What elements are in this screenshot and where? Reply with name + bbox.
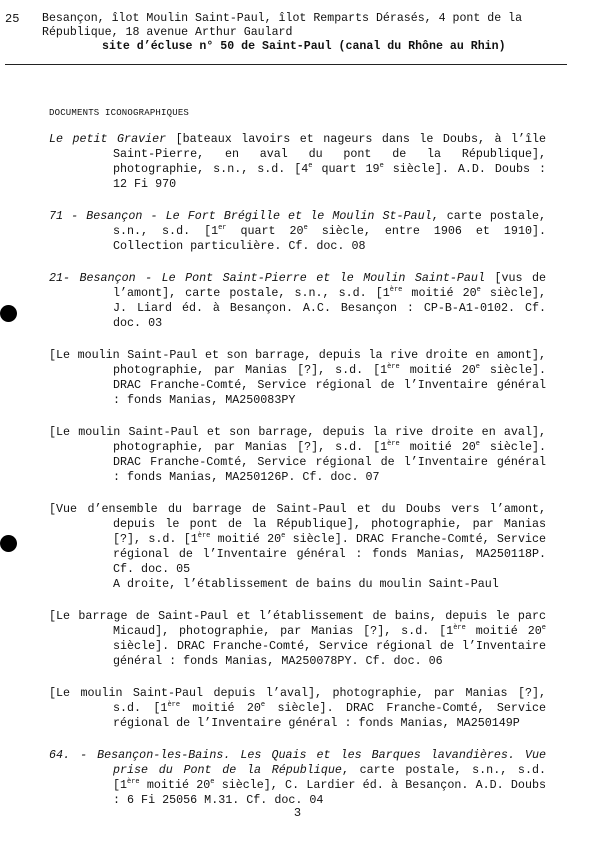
document-entry [49,348,546,408]
header-number: 25 [5,12,20,26]
entry-note: A droite, l’établissement de bains du moulin Saint-Paul [113,577,499,591]
document-entry [49,609,546,669]
entry-sup: ère [387,440,400,449]
margin-bullet [0,535,17,552]
entry-sup: e [303,224,308,233]
document-list [49,132,546,825]
entry-sup: e [476,286,481,295]
entry-text: , carte postale, s.n., s.d. [1 [113,209,547,238]
entry-text: [vus de l’amont], carte postale, s.n., s.d. [1 [113,271,547,300]
entry-sup: e [308,162,313,171]
entry-text: moitié 20 [399,440,476,454]
entry-sup: ère [453,624,466,633]
entry-sup: ère [389,286,403,295]
entry-sup: e [210,778,215,787]
entry-text: [bateaux lavoirs et nageurs dans le Doubs, à l’île Saint-Pierre, en aval du pont de la République], photographie, s.n., s.d. [4 [113,132,547,176]
entry-text: moitié 20 [139,778,211,792]
header-address-line1: Besançon, îlot Moulin Saint-Paul, îlot Remparts Dérasés, 4 pont de la [42,12,523,25]
entry-text: siècle]. DRAC Franche-Comté, Service régional de l’Inventaire général : fonds Manias, MA250083PY [113,363,547,407]
entry-text: [Le barrage de Saint-Paul et l’établissement de bains, depuis le parc Micaud], photographie, par Manias [?], s.d. [1 [49,609,546,638]
entry-text: siècle], J. Liard éd. à Besançon. A.C. Besançon : CP-B-A1-0102. Cf. doc. 03 [113,286,546,330]
entry-text: , carte postale, s.n., s.d. [1 [113,763,546,792]
entry-text: siècle]. DRAC Franche-Comté, Service régional de l’Inventaire général : fonds Manias, MA250149P [113,701,546,730]
header-site-title: site d’écluse n° 50 de Saint-Paul (canal du Rhône au Rhin) [102,40,506,53]
document-entry [49,686,546,731]
entry-text: siècle]. DRAC Franche-Comté, Service régional de l’Inventaire général : fonds Manias, MA250126P. Cf. doc. 07 [113,440,547,484]
entry-text: quart 19 [312,162,380,176]
entry-sup: ère [387,363,400,372]
entry-title: 71 - Besançon - Le Fort Brégille et le Moulin St-Paul [49,209,432,223]
entry-sup: e [475,363,480,372]
entry-sup: ère [167,701,181,710]
entry-text: moitié 20 [465,624,542,638]
entry-text: siècle]. DRAC Franche-Comté, Service régional de l’Inventaire général : fonds Manias, MA250118P. Cf. doc. 05 [113,532,546,576]
entry-sup: e [260,701,266,710]
entry-text: siècle], C. Lardier éd. à Besançon. A.D. Doubs : 6 Fi 25056 M.31. Cf. doc. 04 [113,778,546,807]
entry-text: moitié 20 [402,286,477,300]
entry-sup: er [218,224,227,233]
document-entry [49,209,546,254]
entry-text: siècle]. A.D. Doubs : 12 Fi 970 [113,162,546,191]
entry-text: quart 20 [226,224,304,238]
entry-text: [Le moulin Saint-Paul et son barrage, depuis la rive droite en amont], photographie, par Manias [?], s.d. [1 [49,348,546,377]
page-number: 3 [293,806,302,820]
header-divider [5,64,567,65]
entry-title: Le petit Gravier [49,132,167,146]
entry-text: [Le moulin Saint-Paul depuis l’aval], photographie, par Manias [?], s.d. [1 [49,686,546,715]
entry-title: 64. - Besançon-les-Bains. Les Quais et les Barques lavandières. Vue prise du Pont de la République [49,748,546,777]
document-entry [49,271,546,331]
entry-text: moitié 20 [399,363,476,377]
entry-sup: e [281,532,286,541]
document-entry [49,132,546,192]
document-entry [49,748,546,808]
entry-title: 21- Besançon - Le Pont Saint-Pierre et le Moulin Saint-Paul [49,271,485,285]
section-title: DOCUMENTS ICONOGRAPHIQUES [49,108,190,118]
entry-sup: ère [127,778,140,787]
entry-text: siècle, entre 1906 et 1910]. Collection particulière. Cf. doc. 08 [113,224,546,253]
entry-text: moitié 20 [180,701,261,715]
entry-sup: e [541,624,546,633]
margin-bullet [0,305,17,322]
header-address-line2: République, 18 avenue Arthur Gaulard [42,26,293,39]
document-entry [49,502,546,592]
entry-sup: ère [197,532,211,541]
entry-text: [Vue d’ensemble du barrage de Saint-Paul et du Doubs vers l’amont, depuis le pont de la République], photographie, par Manias [?], s.d. [1 [49,502,546,546]
entry-text: moitié 20 [210,532,282,546]
document-entry [49,425,546,485]
entry-text: siècle]. DRAC Franche-Comté, Service régional de l’Inventaire général : fonds Manias, MA250078PY. Cf. doc. 06 [113,639,546,668]
entry-sup: e [379,162,384,171]
entry-text: [Le moulin Saint-Paul et son barrage, depuis la rive droite en aval], photographie, par Manias [?], s.d. [1 [49,425,546,454]
entry-sup: e [475,440,480,449]
